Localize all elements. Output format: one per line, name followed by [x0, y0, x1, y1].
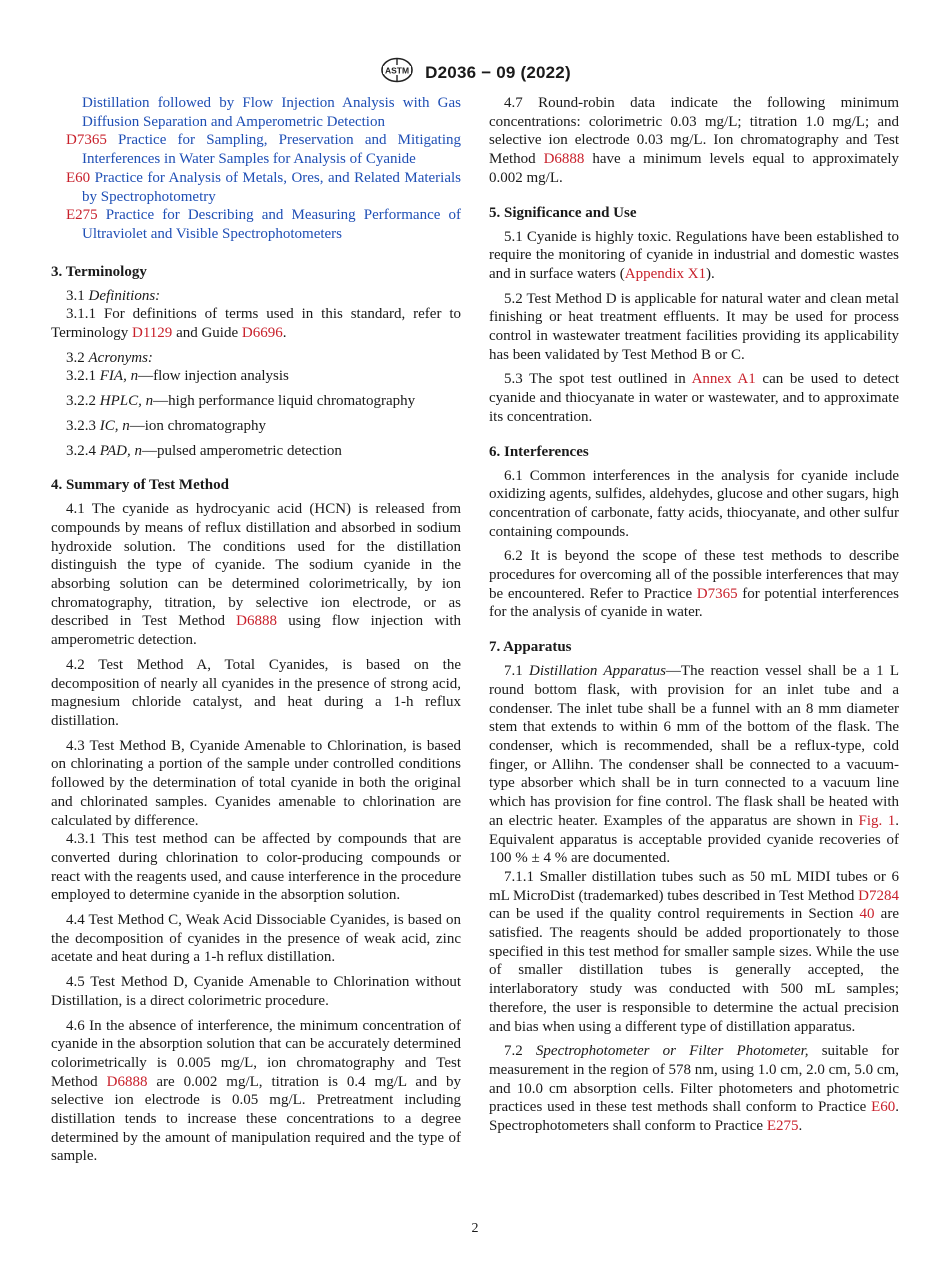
paragraph-4-5: 4.5 Test Method D, Cyanide Amenable to Chlorination without Distillation, is a direct colorimetric procedure. — [51, 974, 461, 1009]
link-e60[interactable]: E60 — [871, 1099, 896, 1116]
paragraph-5-2: 5.2 Test Method D is applicable for natural water and clean metal finishing or heat treatment effluents. It may be used for process control in wastewater treatment facilities providing its applicability has been validated by Test Method B or C. — [489, 290, 899, 363]
right-column — [489, 94, 899, 1142]
reference-item — [51, 131, 461, 168]
paragraph-4-6: 4.6 In the absence of interference, the minimum concentration of cyanide in the absorption solution that can be accurately determined colorimetrically is 0.005 mg/L, ion chromatography and Test Method D6888 are 0.002 mg/L, titration is 0.4 mg/L and by selective ion electrode is 0.05 mg/L. Pretreatment including distillation tends to increase these concentrations to a degree determined by the amount of manipulation required and the type of sample. — [51, 1017, 462, 1165]
paragraph-5-1: 5.1 Cyanide is highly toxic. Regulations have been established to require the monitoring of cyanide in industrial and domestic wastes and in surface waters (Appendix X1). — [489, 228, 899, 282]
link-d6888[interactable]: D6888 — [106, 1073, 148, 1090]
link-d7365[interactable]: D7365 — [696, 585, 738, 602]
reference-title[interactable]: Practice for Describing and Measuring Performance of Ultraviolet and Visible Spectrophotometers — [82, 207, 462, 242]
reference-title[interactable]: Practice for Analysis of Metals, Ores, and Related Materials by Spectrophotometry — [82, 169, 462, 205]
paragraph-4-3-1: 4.3.1 This test method can be affected by compounds that are converted during chlorination to color-producing compounds or react with the reagents used, and cause interference in the procedure employed to determine cyanide in the absorption solution. — [51, 831, 461, 904]
paragraph-4-2: 4.2 Test Method A, Total Cyanides, is based on the decomposition of nearly all cyanides in the presence of strong acid, magnesium chloride catalyst, and heat during a 1-h reflux distillation. — [51, 656, 461, 729]
section-heading-terminology: 3. Terminology — [51, 263, 147, 280]
paragraph-3-1: 3.1 Definitions: — [66, 287, 161, 304]
link-d6888[interactable]: D6888 — [543, 151, 585, 168]
paragraph-4-3: 4.3 Test Method B, Cyanide Amenable to Chlorination, is based on chlorinating a portion of the sample under controlled conditions followed by the determination of total cyanide in both the original and chlorinated samples. Cyanides amenable to chlorination are calculated by difference. — [51, 737, 461, 829]
paragraph-3-1-1: 3.1.1 For definitions of terms used in this standard, refer to Terminology D1129 and Guide D6696. — [51, 306, 461, 342]
link-fig-1[interactable]: Fig. 1 — [858, 812, 896, 829]
paragraph-4-4: 4.4 Test Method C, Weak Acid Dissociable Cyanides, is based on the decomposition of cyanides in the presence of weak acid, zinc acetate and heat during a 1-h reflux distillation. — [51, 912, 461, 966]
link-d7284[interactable]: D7284 — [858, 887, 899, 904]
paragraph-7-1: 7.1 Distillation Apparatus—The reaction vessel shall be a 1 L round bottom flask, with provision for an inlet tube and a condenser. The inlet tube shall be a funnel with an 8 mm diameter stem that extends to within 6 mm of the bottom of the flask. The condenser, which is recommended, shall be a reflux-type, cold finger, or Allihn. The condenser shall be connected to a vacuum-type absorber which shall be in turn connected to a vacuum line which has provision for fine control. The flask shall be heated with an electric heater. Examples of the apparatus are shown in Fig. 1. Equivalent apparatus is acceptable provided cyanide recoveries of 100 % ± 4 % are documented. — [489, 663, 900, 867]
reference-title[interactable]: Practice for Sampling, Preservation and Mitigating Interferences in Water Samples for Analysis of Cyanide — [82, 132, 462, 168]
link-section-40[interactable]: 40 — [859, 906, 875, 923]
document-designation: D2036 − 09 (2022) — [425, 62, 571, 82]
reference-item — [51, 169, 461, 206]
link-appendix-x1[interactable]: Appendix X1 — [624, 265, 707, 282]
paragraph-7-2: 7.2 Spectrophotometer or Filter Photometer, suitable for measurement in the region of 578 nm, using 1.0 cm, 2.0 cm, 5.0 cm, and 10.0 cm absorption cells. Filter photometers and photometric practices used in these test methods shall conform to Practice E60. Spectrophotometers shall conform to Practice E275. — [489, 1043, 899, 1135]
section-heading-significance: 5. Significance and Use — [489, 204, 637, 221]
link-annex-a1[interactable]: Annex A1 — [691, 371, 756, 388]
link-d1129[interactable]: D1129 — [132, 325, 173, 342]
page-number: 2 — [471, 1221, 479, 1236]
link-e275[interactable]: E275 — [766, 1118, 799, 1135]
section-heading-interferences: 6. Interferences — [489, 443, 589, 460]
paragraph-3-2-2: 3.2.2 HPLC, n—high performance liquid chromatography — [66, 393, 416, 410]
paragraph-7-1-1: 7.1.1 Smaller distillation tubes such as 50 mL MIDI tubes or 6 mL MicroDist (trademarked) tubes described in Test Method D7284 can be used if the quality control requirements in Section 40 are satisfied. The reagents should be added proportionately to those specified in this test method for smaller sample sizes. While the use of smaller distillation tubes is generally accepted, the interlaboratory study was conducted with 500 mL samples; therefore, the user is responsible to determine the actual precision and bias when using a different type of distillation apparatus. — [489, 868, 899, 1035]
paragraph-3-2-3: 3.2.3 IC, n—ion chromatography — [66, 417, 266, 434]
paragraph-5-3: 5.3 The spot test outlined in Annex A1 can be used to detect cyanide and thiocyanate in water or wastewater, and to approximate its concentration. — [489, 371, 899, 425]
reference-item — [51, 206, 461, 243]
svg-text:ASTM: ASTM — [385, 65, 410, 76]
ref-link-e60[interactable]: E60 — [66, 169, 91, 186]
section-heading-apparatus: 7. Apparatus — [489, 639, 572, 656]
paragraph-6-2: 6.2 It is beyond the scope of these test methods to describe procedures for overcoming all of the possible interferences that may be encountered. Refer to Practice D7365 for potential interferences for the analysis of cyanide in water. — [489, 548, 899, 621]
section-heading-summary: 4. Summary of Test Method — [51, 477, 229, 494]
link-d6888[interactable]: D6888 — [236, 613, 277, 630]
paragraph-3-2: 3.2 Acronyms: — [66, 349, 153, 366]
left-column — [51, 94, 461, 1172]
paragraph-4-7: 4.7 Round-robin data indicate the following minimum concentrations: colorimetric 0.03 mg/L; titration 1.0 mg/L; and selective ion electrode 0.03 mg/L. Ion chromatography and Test Method D6888 have a minimum levels equal to approximately 0.002 mg/L. — [489, 95, 899, 186]
reference-title: Distillation followed by Flow Injection Analysis with Gas Diffusion Separation and Amperometric Detection — [82, 95, 461, 130]
ref-link-d7365[interactable]: D7365 — [66, 132, 107, 149]
ref-link-e275[interactable]: E275 — [66, 207, 98, 224]
paragraph-3-2-1: 3.2.1 FIA, n—flow injection analysis — [66, 368, 289, 385]
paragraph-4-1: 4.1 The cyanide as hydrocyanic acid (HCN) is released from compounds by means of reflux distillation and absorbed in sodium hydroxide solution. The conditions used for the distillation distinguish the type of cyanide. The sodium cyanide in the absorbing solution can be determined colorimetrically, by ion chromatography, titration, by selective ion electrode, or as described in Test Method D6888 using flow injection with amperometric detection. — [51, 501, 461, 649]
link-d6696[interactable]: D6696 — [241, 325, 283, 342]
page-header — [0, 57, 950, 81]
astm-logo-icon — [379, 57, 415, 88]
paragraph-6-1: 6.1 Common interferences in the analysis for cyanide include oxidizing agents, sulfides, aldehydes, glucose and other sugars, high concentration of carbonate, fatty acids, thiocyanate, and other sulfur containing compounds. — [489, 467, 899, 540]
reference-item — [51, 94, 461, 131]
paragraph-3-2-4: 3.2.4 PAD, n—pulsed amperometric detection — [66, 442, 342, 459]
